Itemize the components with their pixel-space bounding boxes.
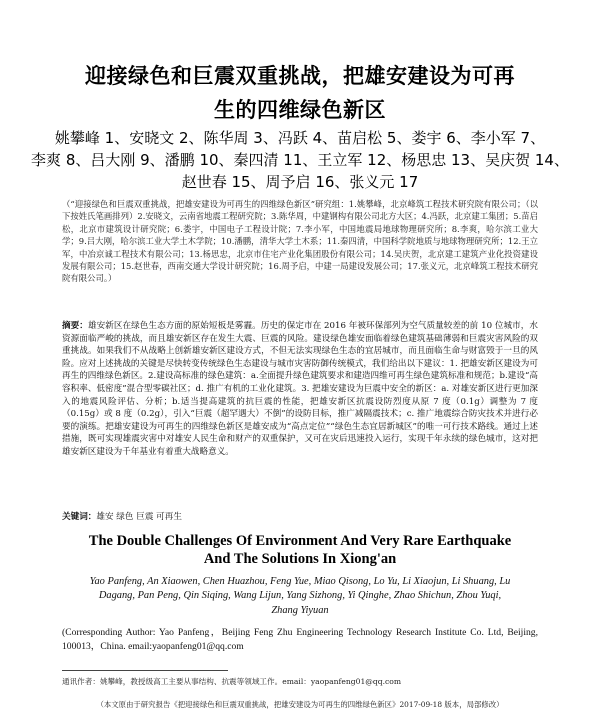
footnote-divider xyxy=(62,670,228,671)
authors-line-1: 姚攀峰 1、安晓文 2、陈华周 3、冯跃 4、苗启松 5、娄宇 6、李小军 7、 xyxy=(54,129,546,147)
authors-line-2: 李爽 8、吕大刚 9、潘鹏 10、秦四清 11、王立军 12、杨思忠 13、吴庆贺 14、 xyxy=(31,151,569,169)
english-title-line-2: And The Solutions In Xiong'an xyxy=(203,551,397,567)
keywords xyxy=(62,511,538,523)
abstract-label: 摘要： xyxy=(62,321,88,331)
english-authors-line-1: Yao Panfeng, An Xiaowen, Chen Huazhou, Feng Yue, Miao Qisong, Lo Yu, Li Xiaojun, Li Shuang, Lu xyxy=(89,576,511,587)
abstract-text: 雄安新区在绿色生态方面的原始短板是雾霾。历史的保定市在 2016 年被环保部列为空气质量较差的前 10 位城市，水资源面临严峻的挑战，而且雄安新区存在发生大震、巨震的风险。建设绿色雄安面临着绿色建筑基础薄弱和巨震灾害风险的双重挑战。如果我们不从战略上创新雄安新区建设方式，不但无法实现绿色生态的宜居城市，而且面临生命与财富毁于一旦的风险。应对上述挑战的关键是尽快转变传统绿色生态建设与城市灾害防御传统模式，我们给出以下建议：1. 把雄安新区建设为可再生的四维绿色新区。2.建设高标准的绿色建筑：a.全面提升绿色建筑要求和建造四维可再生绿色建筑标准和规范；b.建设“高容积率、低密度”混合型零碳社区；d. 推广有机的工业化建筑。3. 把雄安建设为巨震中安全的新区：a. 对雄安新区进行更加深入的地震风险评估、分析；b.适当提高建筑的抗巨震的性能，把雄安新区抗震设防烈度从原 7 度（0.1g）调整为 7 度（0.15g）或 8 度（0.2g），引入“巨震（超罕遇大）不倒”的设防目标，推广减隔震技术；c. 推广地震综合防灾技术并进行必要的演练。把雄安建设为可再生的四维绿色新区是雄安成为“高点定位”“绿色生态宜居新城区”的唯一可行技术路线。通过上述措施，既可实现雄震灾害中对雄安人民生命和财产的双重保护，又可在灾后迅速投入运行，实现千年永续的绿色城市，这对把雄安新区建设为千年基业有着重大战略意义。 xyxy=(62,321,538,457)
keywords-text: 雄安 绿色 巨震 可再生 xyxy=(96,512,182,522)
english-title-line-1: The Double Challenges Of Environment And Very Rare Earthquake xyxy=(88,533,512,549)
keywords-label: 关键词： xyxy=(62,512,97,522)
abstract xyxy=(62,320,538,459)
page-footer-note: （本文原由于研究报告《把迎接绿色和巨震双重挑战，把雄安建设为可再生的四维绿色新区》2017-09-18 版本，局部修改） xyxy=(96,700,504,709)
english-authors-line-2: Dagang, Pan Peng, Qin Siqing, Wang Lijun, Yang Sizhong, Yi Qinghe, Zhao Shichun, Zhou Yuqi, xyxy=(98,590,502,601)
affiliations: （“迎接绿色和巨震双重挑战，把雄安建设为可再生的四维绿色新区”研究组：1.姚攀峰，北京峰筑工程技术研究院有限公司；（以下按姓氏笔画排列）2.安晓文，云南省地震工程研究院；3.陈华周，中建钢构有限公司北方大区；4.冯跃，北京建工集团；5.苗启松，北京市建筑设计研究院；6.娄宇，中国电子工程设计院；7.李小军，中国地震局地球物理研究所；8.李爽，哈尔滨工业大学；9.吕大刚，哈尔滨工业大学土木学院；10.潘鹏，清华大学土木系；11.秦四清，中国科学院地质与地球物理研究所；12.王立军，中冶京诚工程技术有限公司；13.杨思忠，北京市住宅产业化集团股份有限公司；14.吴庆贺，北京建工建筑产业化投资建设发展有限公司；15.赵世春，西南交通大学设计研究院；16.周予启，中建一局建设发展公司；17.张义元，北京峰筑工程技术研究院有限公司。） xyxy=(62,199,538,284)
title-line-2: 生的四维绿色新区 xyxy=(214,98,386,122)
authors-line-3: 赵世春 15、周予启 16、张义元 17 xyxy=(181,173,419,191)
footnote: 通讯作者：姚攀峰，教授级高工主要从事结构、抗震等领域工作。email：yaopanfeng01@qq.com xyxy=(62,677,402,686)
english-authors-line-3: Zhang Yiyuan xyxy=(271,605,329,616)
corresponding-author: (Corresponding Author: Yao Panfeng，Beijing Feng Zhu Engineering Technology Research Institute Co. Ltd, Beijing, 100013，China. email:yaopanfeng01@qq.com xyxy=(62,627,538,652)
title-line-1: 迎接绿色和巨震双重挑战，把雄安建设为可再 xyxy=(85,64,515,88)
